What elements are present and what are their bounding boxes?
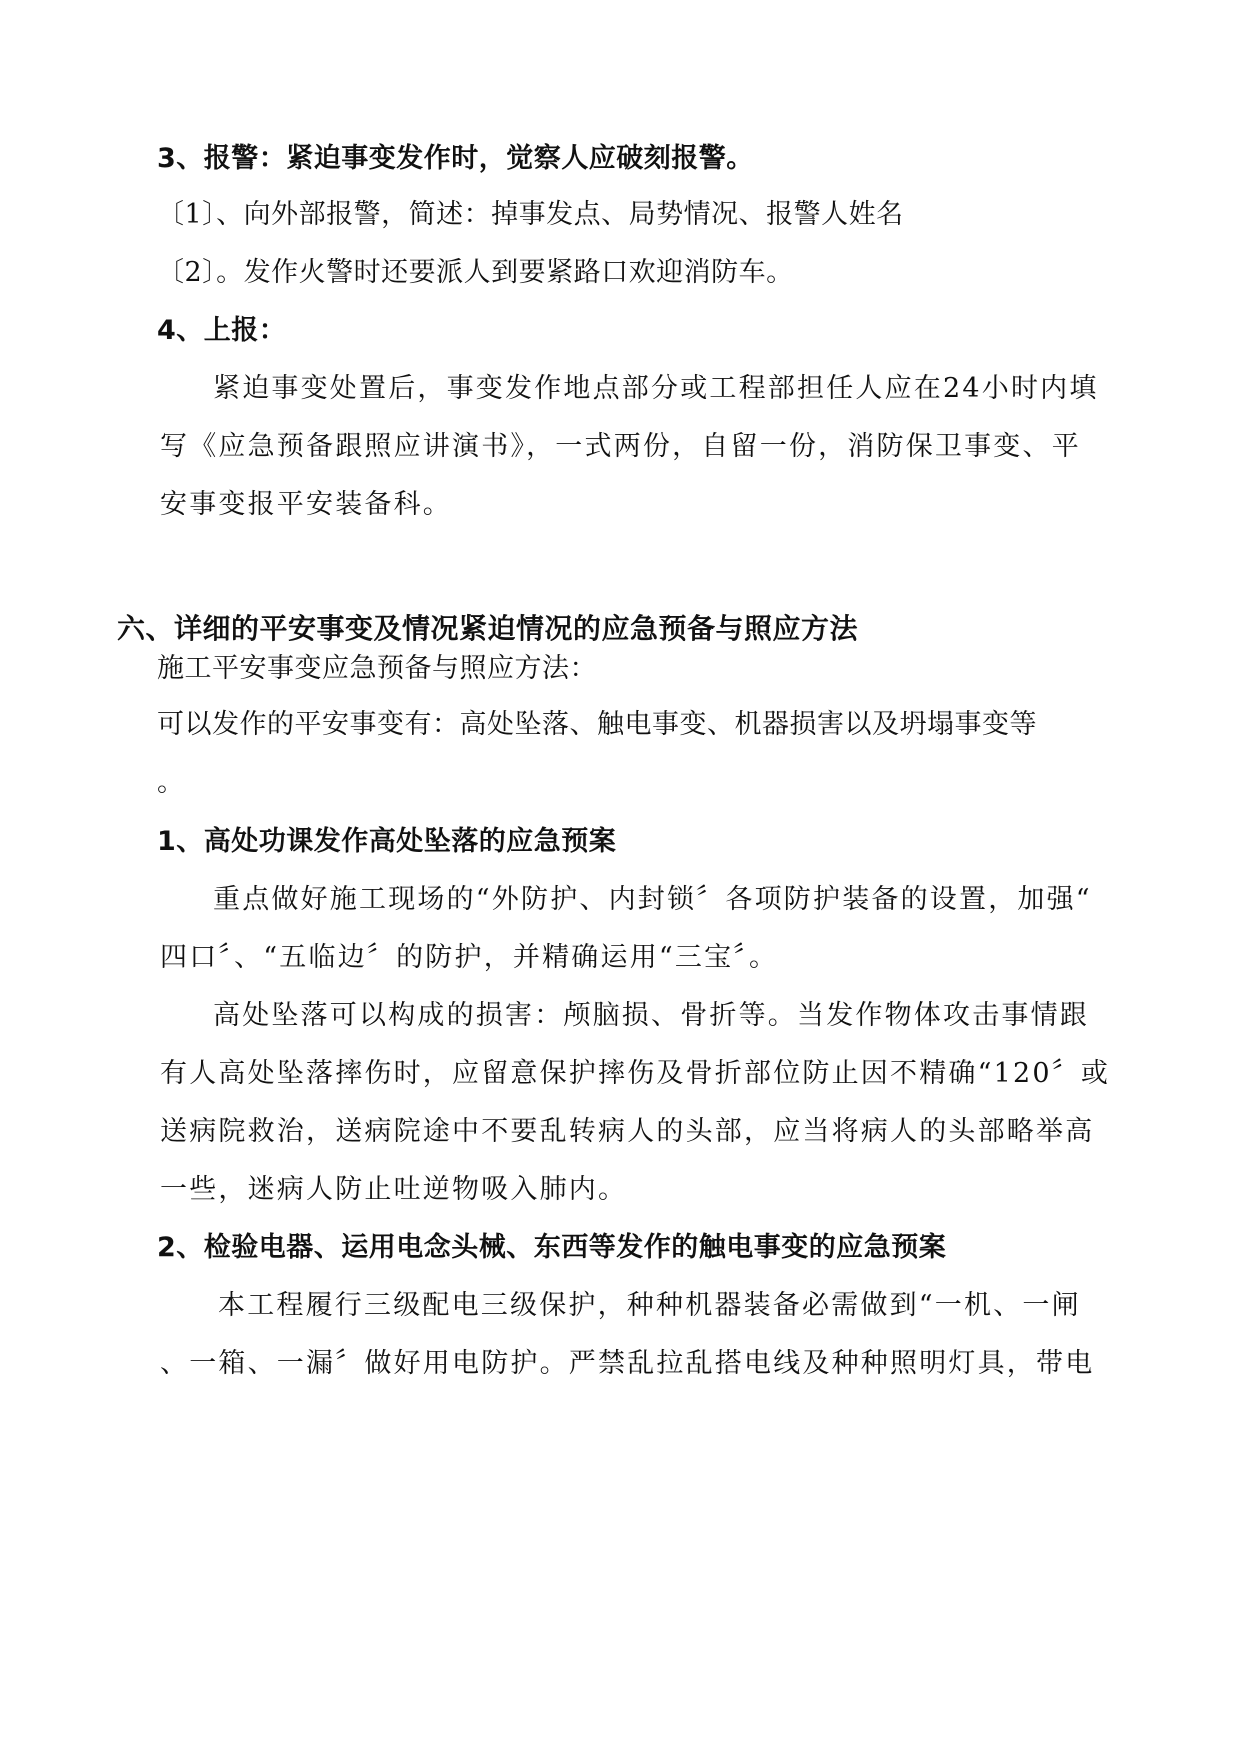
alarm-heading: 3、报警：紧迫事变发作时，觉察人应破刻报警。 bbox=[157, 143, 754, 174]
fall-plan-paragraph-line: 高处坠落可以构成的损害：颅脑损、骨折等。当发作物体攻击事情跟 bbox=[213, 1000, 1089, 1031]
electric-plan-paragraph-line: 本工程履行三级配电三级保护，种种机器装备必需做到“一机、一闸 bbox=[218, 1290, 1081, 1321]
fall-plan-paragraph-line: 重点做好施工现场的“外防护、内封锁〞各项防护装备的设置，加强“ bbox=[213, 884, 1092, 915]
report-paragraph-line: 安事变报平安装备科。 bbox=[160, 489, 452, 520]
section-six-subtitle: 施工平安事变应急预备与照应方法： bbox=[157, 653, 597, 684]
alarm-item-2: 〔2〕。发作火警时还要派人到要紧路口欢迎消防车。 bbox=[157, 257, 794, 288]
fall-plan-paragraph-line: 有人高处坠落摔伤时，应留意保护摔伤及骨折部位防止因不精确“120〞或 bbox=[160, 1058, 1111, 1089]
report-heading: 4、上报： bbox=[157, 315, 287, 346]
fall-plan-paragraph-line: 四口〞、“五临边〞的防护，并精确运用“三宝〞。 bbox=[160, 942, 779, 973]
section-six-heading: 六、详细的平安事变及情况紧迫情况的应急预备与照应方法 bbox=[117, 612, 859, 645]
fall-plan-heading: 1、高处功课发作高处坠落的应急预案 bbox=[157, 826, 617, 857]
report-paragraph-line: 紧迫事变处置后，事变发作地点部分或工程部担任人应在24小时内填 bbox=[213, 373, 1099, 404]
fall-plan-paragraph-line: 送病院救治，送病院途中不要乱转病人的头部，应当将病人的头部略举高 bbox=[160, 1116, 1095, 1147]
alarm-item-1: 〔1〕、向外部报警，简述：掉事发点、局势情况、报警人姓名 bbox=[157, 199, 904, 230]
fall-plan-paragraph-line: 一些，迷病人防止吐逆物吸入肺内。 bbox=[160, 1174, 628, 1205]
electric-plan-paragraph-line: 、一箱、一漏〞做好用电防护。严禁乱拉乱搭电线及种种照明灯具，带电 bbox=[160, 1348, 1095, 1379]
electric-plan-heading: 2、检验电器、运用电念头械、东西等发作的触电事变的应急预案 bbox=[157, 1232, 947, 1263]
report-paragraph-line: 写《应急预备跟照应讲演书》，一式两份，自留一份，消防保卫事变、平 bbox=[160, 431, 1081, 462]
section-six-intro-line: 。 bbox=[157, 767, 185, 798]
section-six-intro-line: 可以发作的平安事变有：高处坠落、触电事变、机器损害以及坍塌事变等 bbox=[157, 709, 1037, 740]
